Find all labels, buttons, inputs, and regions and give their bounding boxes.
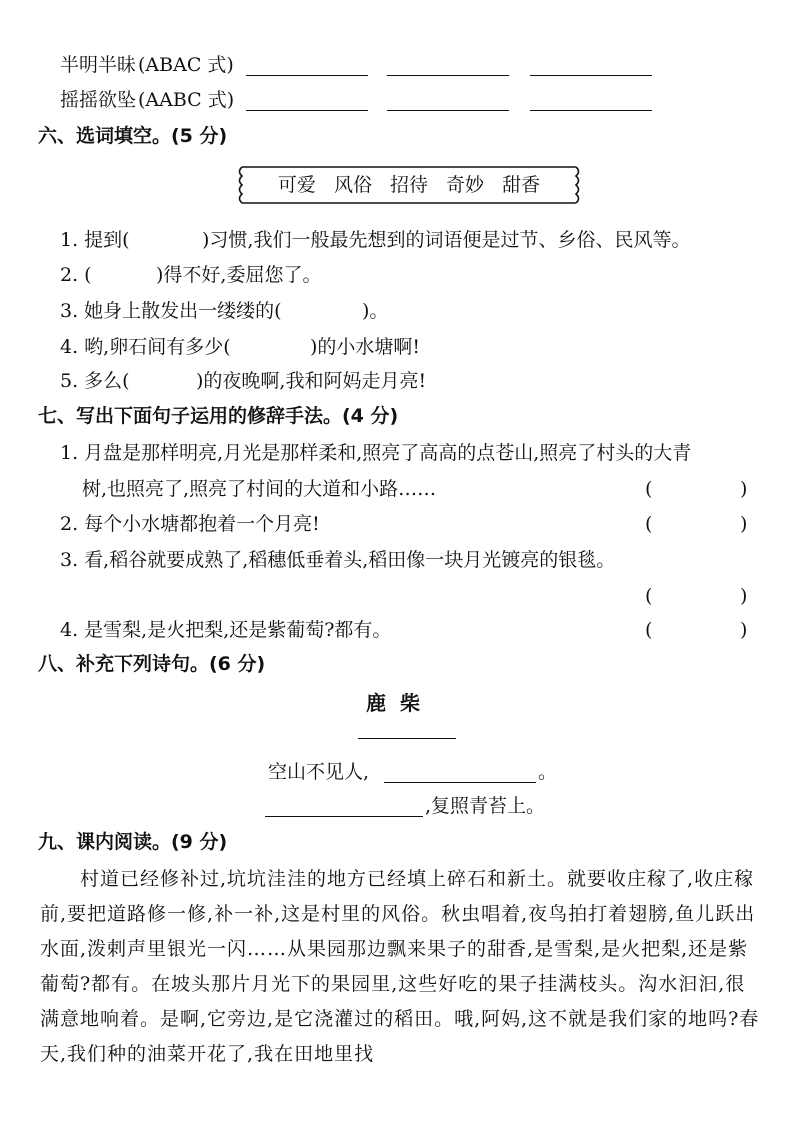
pattern-label: (ABAC 式): [138, 54, 234, 76]
section-heading-6: 六、选词填空。(5 分): [38, 125, 228, 147]
question-7-1-line1: 1. 月盘是那样明亮,月光是那样柔和,照亮了高高的点苍山,照亮了村头的大青: [60, 442, 692, 464]
answer-blank[interactable]: [662, 606, 732, 607]
question-text: 4. 哟,卵石间有多少(: [60, 336, 231, 358]
answer-blank[interactable]: [387, 75, 509, 76]
poem-line-1-end: 。: [538, 761, 558, 783]
poem-line-1-start: 空山不见人,: [268, 761, 370, 783]
answer-blank[interactable]: [530, 75, 652, 76]
question-text: 1. 提到(: [60, 229, 130, 251]
answer-blank[interactable]: [662, 534, 732, 535]
fill-blank[interactable]: [138, 391, 194, 392]
answer-paren-open: (: [645, 478, 653, 500]
answer-paren-open: (: [645, 513, 653, 535]
poem-line-2-end: ,复照青苔上。: [425, 795, 546, 817]
poet-blank[interactable]: [358, 738, 456, 739]
question-7-4: 4. 是雪梨,是火把梨,还是紫葡萄?都有。: [60, 619, 392, 641]
question-7-1-line2: 树,也照亮了,照亮了村间的大道和小路……: [82, 478, 437, 500]
answer-paren-close: ): [740, 478, 748, 500]
answer-blank[interactable]: [530, 110, 652, 111]
reading-passage: 村道已经修补过,坑坑洼洼的地方已经填上碎石和新土。就要收庄稼了,收庄稼前,要把道路修一修,补一补,这是村里的风俗。秋虫唱着,夜鸟拍打着翅膀,鱼儿跃出水面,泼剌声里银光一闪……从果园那边飘来果子的甜香,是雪梨,是火把梨,还是紫葡萄?都有。在坡头那片月光下的果园里,这些好吃的果子挂满枝头。沟水汩汩,很满意地响着。是啊,它旁边,是它浇灌过的稻田。哦,阿妈,这不就是我们家的地吗?春天,我们种的油菜开花了,我在田地里找: [40, 868, 760, 1065]
question-text: 5. 多么(: [60, 370, 130, 392]
question-text: )得不好,委屈您了。: [156, 264, 322, 286]
answer-paren-close: ): [740, 619, 748, 641]
answer-paren-open: (: [645, 585, 653, 607]
question-7-3: 3. 看,稻谷就要成熟了,稻穗低垂着头,稻田像一块月光镀亮的银毯。: [60, 549, 616, 571]
answer-blank[interactable]: [246, 110, 368, 111]
word-label: 半明半昧: [60, 54, 137, 76]
pattern-label: (AABC 式): [138, 89, 235, 111]
fill-blank[interactable]: [140, 250, 198, 251]
poem-blank[interactable]: [265, 816, 423, 817]
question-text: 3. 她身上散发出一缕缕的(: [60, 300, 282, 322]
poem-blank[interactable]: [384, 782, 536, 783]
fill-blank[interactable]: [98, 285, 154, 286]
answer-paren-close: ): [740, 513, 748, 535]
answer-blank[interactable]: [662, 640, 732, 641]
section-heading-9: 九、课内阅读。(9 分): [38, 831, 228, 853]
answer-paren-close: ): [740, 585, 748, 607]
question-7-2: 2. 每个小水塘都抱着一个月亮!: [60, 513, 320, 535]
poem-title: 鹿柴: [366, 691, 434, 715]
answer-blank[interactable]: [662, 499, 732, 500]
answer-blank[interactable]: [387, 110, 509, 111]
word-bank-box: [234, 163, 584, 207]
question-text: )。: [362, 300, 389, 322]
fill-blank[interactable]: [304, 321, 360, 322]
word-label: 摇摇欲坠: [60, 89, 137, 111]
question-text: )的小水塘啊!: [310, 336, 421, 358]
question-text: )的夜晚啊,我和阿妈走月亮!: [196, 370, 427, 392]
answer-paren-open: (: [645, 619, 653, 641]
section-heading-7: 七、写出下面句子运用的修辞手法。(4 分): [38, 405, 399, 427]
question-text: 2. (: [60, 264, 92, 286]
answer-blank[interactable]: [246, 75, 368, 76]
section-heading-8: 八、补充下列诗句。(6 分): [38, 653, 266, 675]
word-bank: 可爱 风俗 招待 奇妙 甜香: [277, 174, 541, 196]
question-text: )习惯,我们一般最先想到的词语便是过节、乡俗、民风等。: [202, 229, 691, 251]
fill-blank[interactable]: [252, 357, 308, 358]
